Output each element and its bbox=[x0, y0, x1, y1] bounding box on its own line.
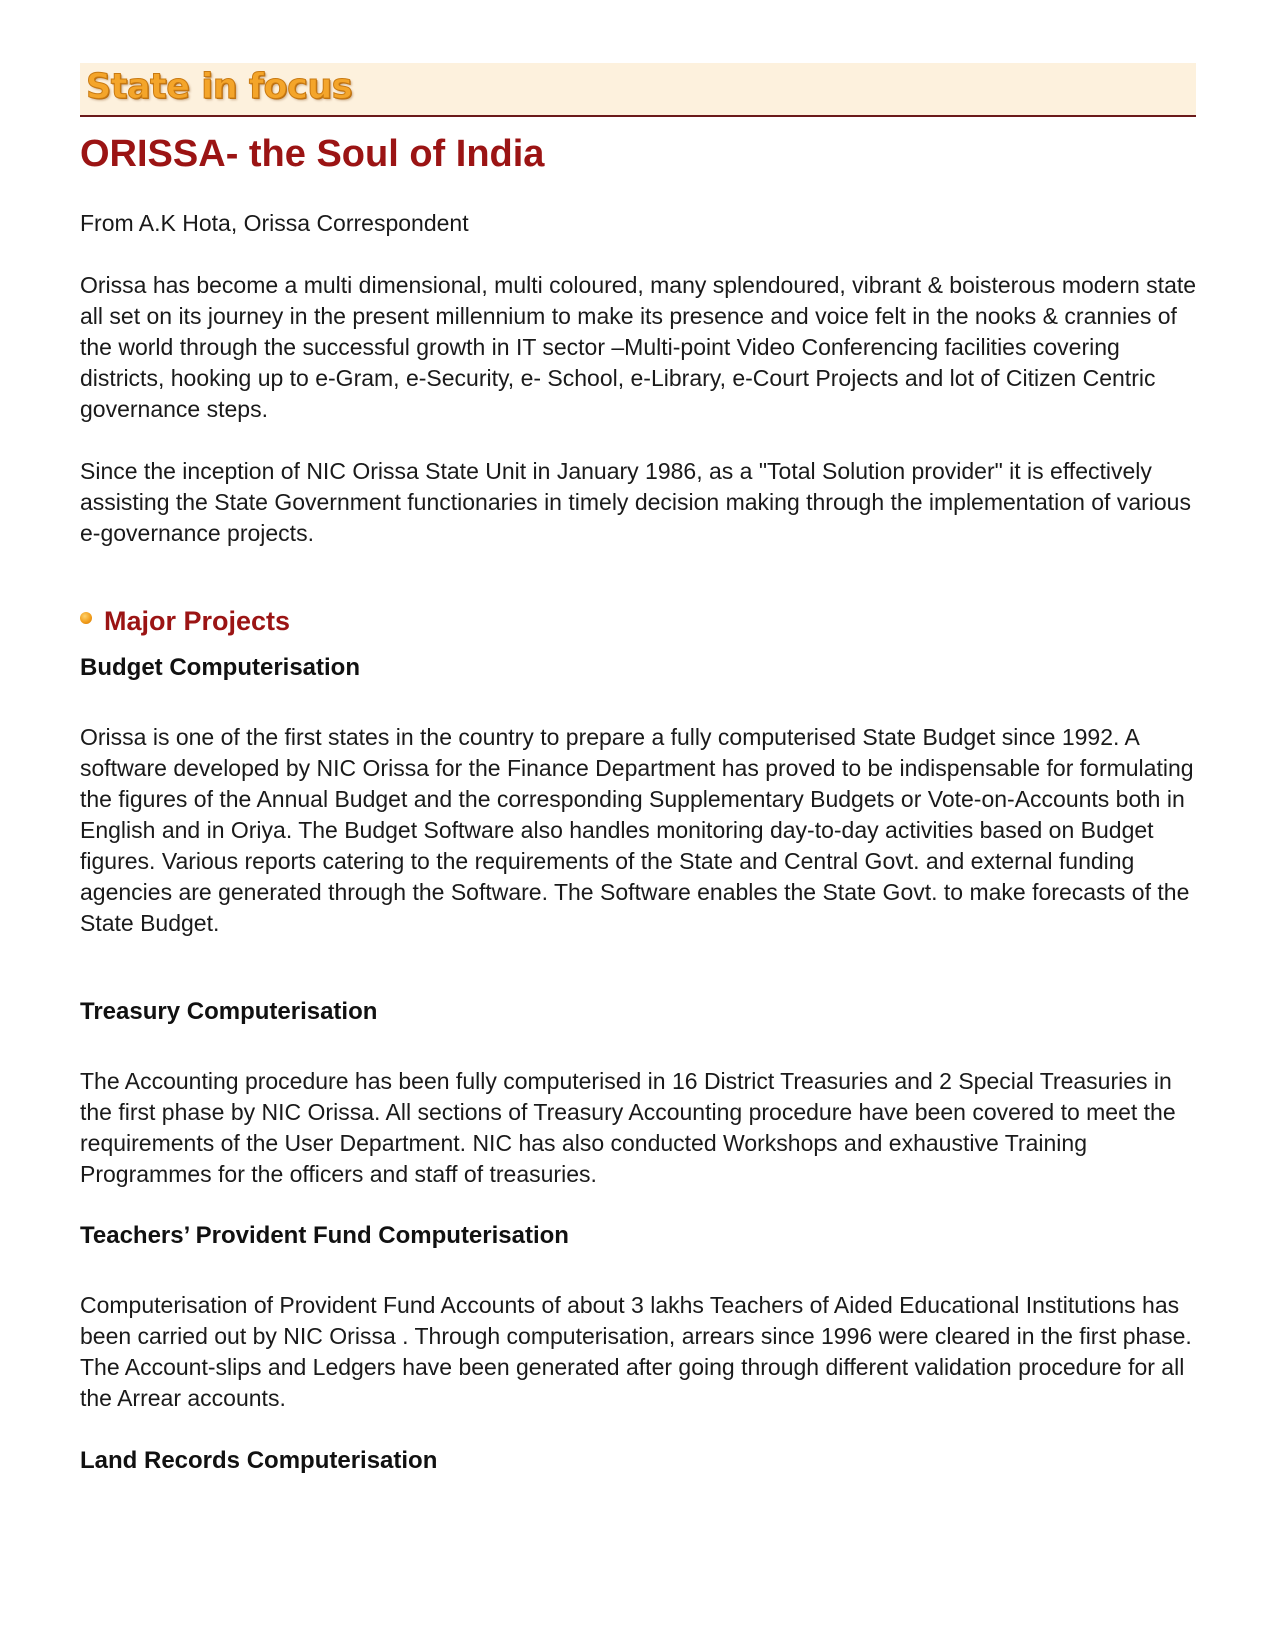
project-heading-land-records: Land Records Computerisation bbox=[80, 1447, 438, 1474]
article-title: ORISSA- the Soul of India bbox=[80, 133, 545, 175]
project-body-treasury: The Accounting procedure has been fully computerised in 16 District Treasuries and 2 Special Treasuries in the first phase by NIC Orissa. All sections of Treasury Accounting procedure have been covered to meet the requirements of the User Department. NIC has also conducted Workshops and exhaustive Training Programmes for the officers and staff of treasuries. bbox=[80, 1068, 1176, 1187]
project-heading-treasury: Treasury Computerisation bbox=[80, 998, 378, 1025]
major-projects-heading bbox=[80, 606, 290, 637]
intro-paragraph: Orissa has become a multi dimensional, multi coloured, many splendoured, vibrant & boisterous modern state all set on its journey in the present millennium to make its presence and voice felt in the nooks & crannies of the world through the successful growth in IT sector –Multi-point Video Conferencing facilities covering districts, hooking up to e-Gram, e-Security, e- School, e-Library, e-Court Projects and lot of Citizen Centric governance steps. bbox=[80, 272, 1197, 422]
banner-title: State in focus bbox=[86, 67, 353, 107]
project-body-teachers-pf: Computerisation of Provident Fund Accounts of about 3 lakhs Teachers of Aided Educational Institutions has been carried out by NIC Orissa . Through computerisation, arrears since 1996 were cleared in the first phase. The Account-slips and Ledgers have been generated after going through different validation procedure for all the Arrear accounts. bbox=[80, 1292, 1192, 1411]
section-title: Major Projects bbox=[104, 606, 291, 636]
orange-bullet-icon bbox=[80, 612, 92, 624]
project-heading-teachers-pf: Teachers’ Provident Fund Computerisation bbox=[80, 1222, 569, 1249]
intro-paragraph: Since the inception of NIC Orissa State Unit in January 1986, as a "Total Solution provider" it is effectively assisting the State Government functionaries in timely decision making through the implementation of various e-governance projects. bbox=[80, 458, 1191, 546]
project-heading-budget: Budget Computerisation bbox=[80, 654, 360, 681]
project-body-budget: Orissa is one of the first states in the country to prepare a fully computerised State Budget since 1992. A software developed by NIC Orissa for the Finance Department has proved to be indispensable for formulating the figures of the Annual Budget and the corresponding Supplementary Budgets or Vote-on-Accounts both in English and in Oriya. The Budget Software also handles monitoring day-to-day activities based on Budget figures. Various reports catering to the requirements of the State and Central Govt. and external funding agencies are generated through the Software. The Software enables the State Govt. to make forecasts of the State Budget. bbox=[80, 724, 1194, 936]
section-banner bbox=[80, 63, 1196, 117]
article-byline: From A.K Hota, Orissa Correspondent bbox=[80, 210, 469, 236]
